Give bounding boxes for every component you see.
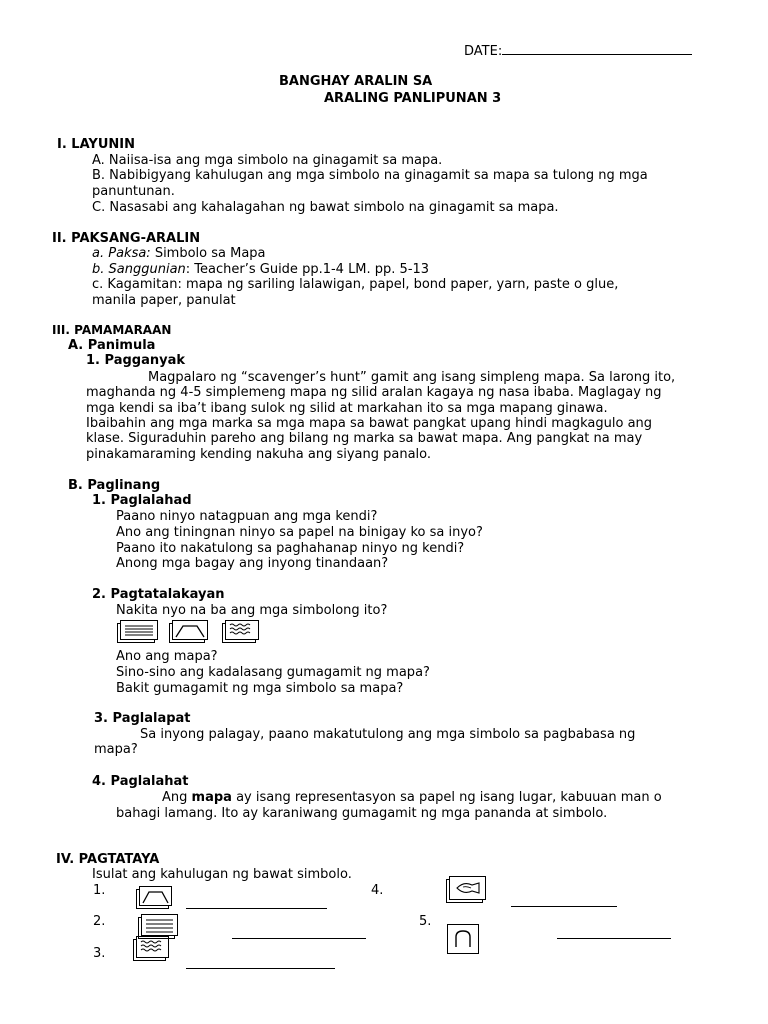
title-line2: ARALING PANLIPUNAN 3 xyxy=(324,91,502,106)
answer-blank[interactable] xyxy=(232,928,366,944)
date-blank[interactable] xyxy=(502,54,692,55)
paglalahat-post: ay isang representasyon sa papel ng isang lugar, kabuuan man o xyxy=(231,790,662,805)
paglalahad-question: Ano ang tiningnan ninyo sa papel na binigay ko sa inyo? xyxy=(116,525,483,540)
item-number: 4. xyxy=(371,883,384,898)
water-symbol-icon xyxy=(225,620,259,640)
pagganyak-line: pinakamaraming kending nakuha ang siyang panalo. xyxy=(86,447,432,462)
pagtataya-instruction: Isulat ang kahulugan ng bawat simbolo. xyxy=(92,867,352,882)
pagganyak-heading: 1. Pagganyak xyxy=(86,353,185,368)
paglalahad-question: Paano ito nakatulong sa paghahanap ninyo ng kendi? xyxy=(116,541,465,556)
paksa-value: Simbolo sa Mapa xyxy=(150,246,266,261)
mountain-symbol-icon xyxy=(172,620,208,640)
answer-blank[interactable] xyxy=(186,958,335,974)
section2-heading: II. PAKSANG-ARALIN xyxy=(52,231,201,246)
answer-blank[interactable] xyxy=(557,928,671,944)
building-symbol-icon xyxy=(120,620,158,640)
paglalahat-line2: bahagi lamang. Ito ay karaniwang gumagamit ng mga pananda at simbolo. xyxy=(116,806,608,821)
paglalahad-heading: 1. Paglalahad xyxy=(92,493,192,508)
pagtatalakayan-question: Ano ang mapa? xyxy=(116,649,218,664)
objective-b: B. Nabibigyang kahulugan ang mga simbolo na ginagamit sa mapa sa tulong ng mga xyxy=(92,168,648,183)
paglalahat-pre: Ang xyxy=(162,790,192,805)
pagganyak-line: klase. Siguraduhin pareho ang bilang ng marka sa bawat mapa. Ang pangkat na may xyxy=(86,431,643,446)
kagamitan-line2: manila paper, panulat xyxy=(92,293,236,308)
item-number: 2. xyxy=(93,914,106,929)
mountain-symbol-icon xyxy=(139,886,172,906)
pagtatalakayan-heading: 2. Pagtatalakayan xyxy=(92,587,225,602)
item-number: 3. xyxy=(93,946,106,961)
kagamitan-line1: c. Kagamitan: mapa ng sariling lalawigan, papel, bond paper, yarn, paste o glue, xyxy=(92,277,619,292)
water-symbol-icon xyxy=(136,936,169,958)
paksa-label: a. Paksa: xyxy=(92,246,151,261)
paglalahat-heading: 4. Paglalahat xyxy=(92,774,189,789)
paglalapat-heading: 3. Paglalapat xyxy=(94,711,191,726)
sanggunian-value: : Teacher’s Guide pp.1-4 LM. pp. 5-13 xyxy=(185,262,430,277)
section4-heading: IV. PAGTATAYA xyxy=(56,852,160,867)
paglalahat-line1 xyxy=(162,790,662,806)
paglalapat-line1: Sa inyong palagay, paano makatutulong ang mga simbolo sa pagbabasa ng xyxy=(140,727,636,742)
sanggunian-label: b. Sanggunian xyxy=(92,262,186,277)
paglalahad-question: Paano ninyo natagpuan ang mga kendi? xyxy=(116,509,378,524)
objective-a: A. Naiisa-isa ang mga simbolo na ginagamit sa mapa. xyxy=(92,153,443,168)
pagganyak-line: maghanda ng 4-5 simplemeng mapa ng silid aralan kagaya ng nasa ibaba. Maglagay ng xyxy=(86,385,662,400)
fish-symbol-icon xyxy=(449,876,486,900)
paglalahat-keyword: mapa xyxy=(191,790,232,805)
paglalahad-question: Anong mga bagay ang inyong tinandaan? xyxy=(116,556,389,571)
title-line1: BANGHAY ARALIN SA xyxy=(279,74,433,89)
objective-c: C. Nasasabi ang kahalagahan ng bawat simbolo na ginagamit sa mapa. xyxy=(92,200,559,215)
paglalapat-line2: mapa? xyxy=(94,742,138,757)
pagganyak-line: Ibaibahin ang mga marka sa mga mapa sa bawat pangkat upang hindi magkagulo ang xyxy=(86,416,653,431)
arch-symbol-icon xyxy=(447,924,479,954)
paksa-line xyxy=(92,246,266,262)
pagtatalakayan-question: Bakit gumagamit ng mga simbolo sa mapa? xyxy=(116,681,404,696)
pagtatalakayan-question: Sino-sino ang kadalasang gumagamit ng mapa? xyxy=(116,665,430,680)
panimula-heading: A. Panimula xyxy=(68,338,156,353)
section1-heading: I. LAYUNIN xyxy=(57,137,135,152)
item-number: 1. xyxy=(93,883,106,898)
paglinang-heading: B. Paglinang xyxy=(68,478,161,493)
sanggunian-line xyxy=(92,262,429,278)
pagganyak-line: Magpalaro ng “scavenger’s hunt” gamit ang isang simpleng mapa. Sa larong ito, xyxy=(148,370,676,385)
answer-blank[interactable] xyxy=(511,896,617,912)
objective-b-cont: panuntunan. xyxy=(92,184,175,199)
item-number: 5. xyxy=(419,914,432,929)
building-symbol-icon xyxy=(141,914,178,936)
date-field xyxy=(464,44,692,60)
answer-blank[interactable] xyxy=(186,898,327,914)
section3-heading: III. PAMAMARAAN xyxy=(52,323,172,337)
pagganyak-line: mga kendi sa iba’t ibang sulok ng silid at markahan ito sa mga mapang ginawa. xyxy=(86,401,608,416)
date-label: DATE: xyxy=(464,44,503,59)
pagtatalakayan-intro: Nakita nyo na ba ang mga simbolong ito? xyxy=(116,603,388,618)
